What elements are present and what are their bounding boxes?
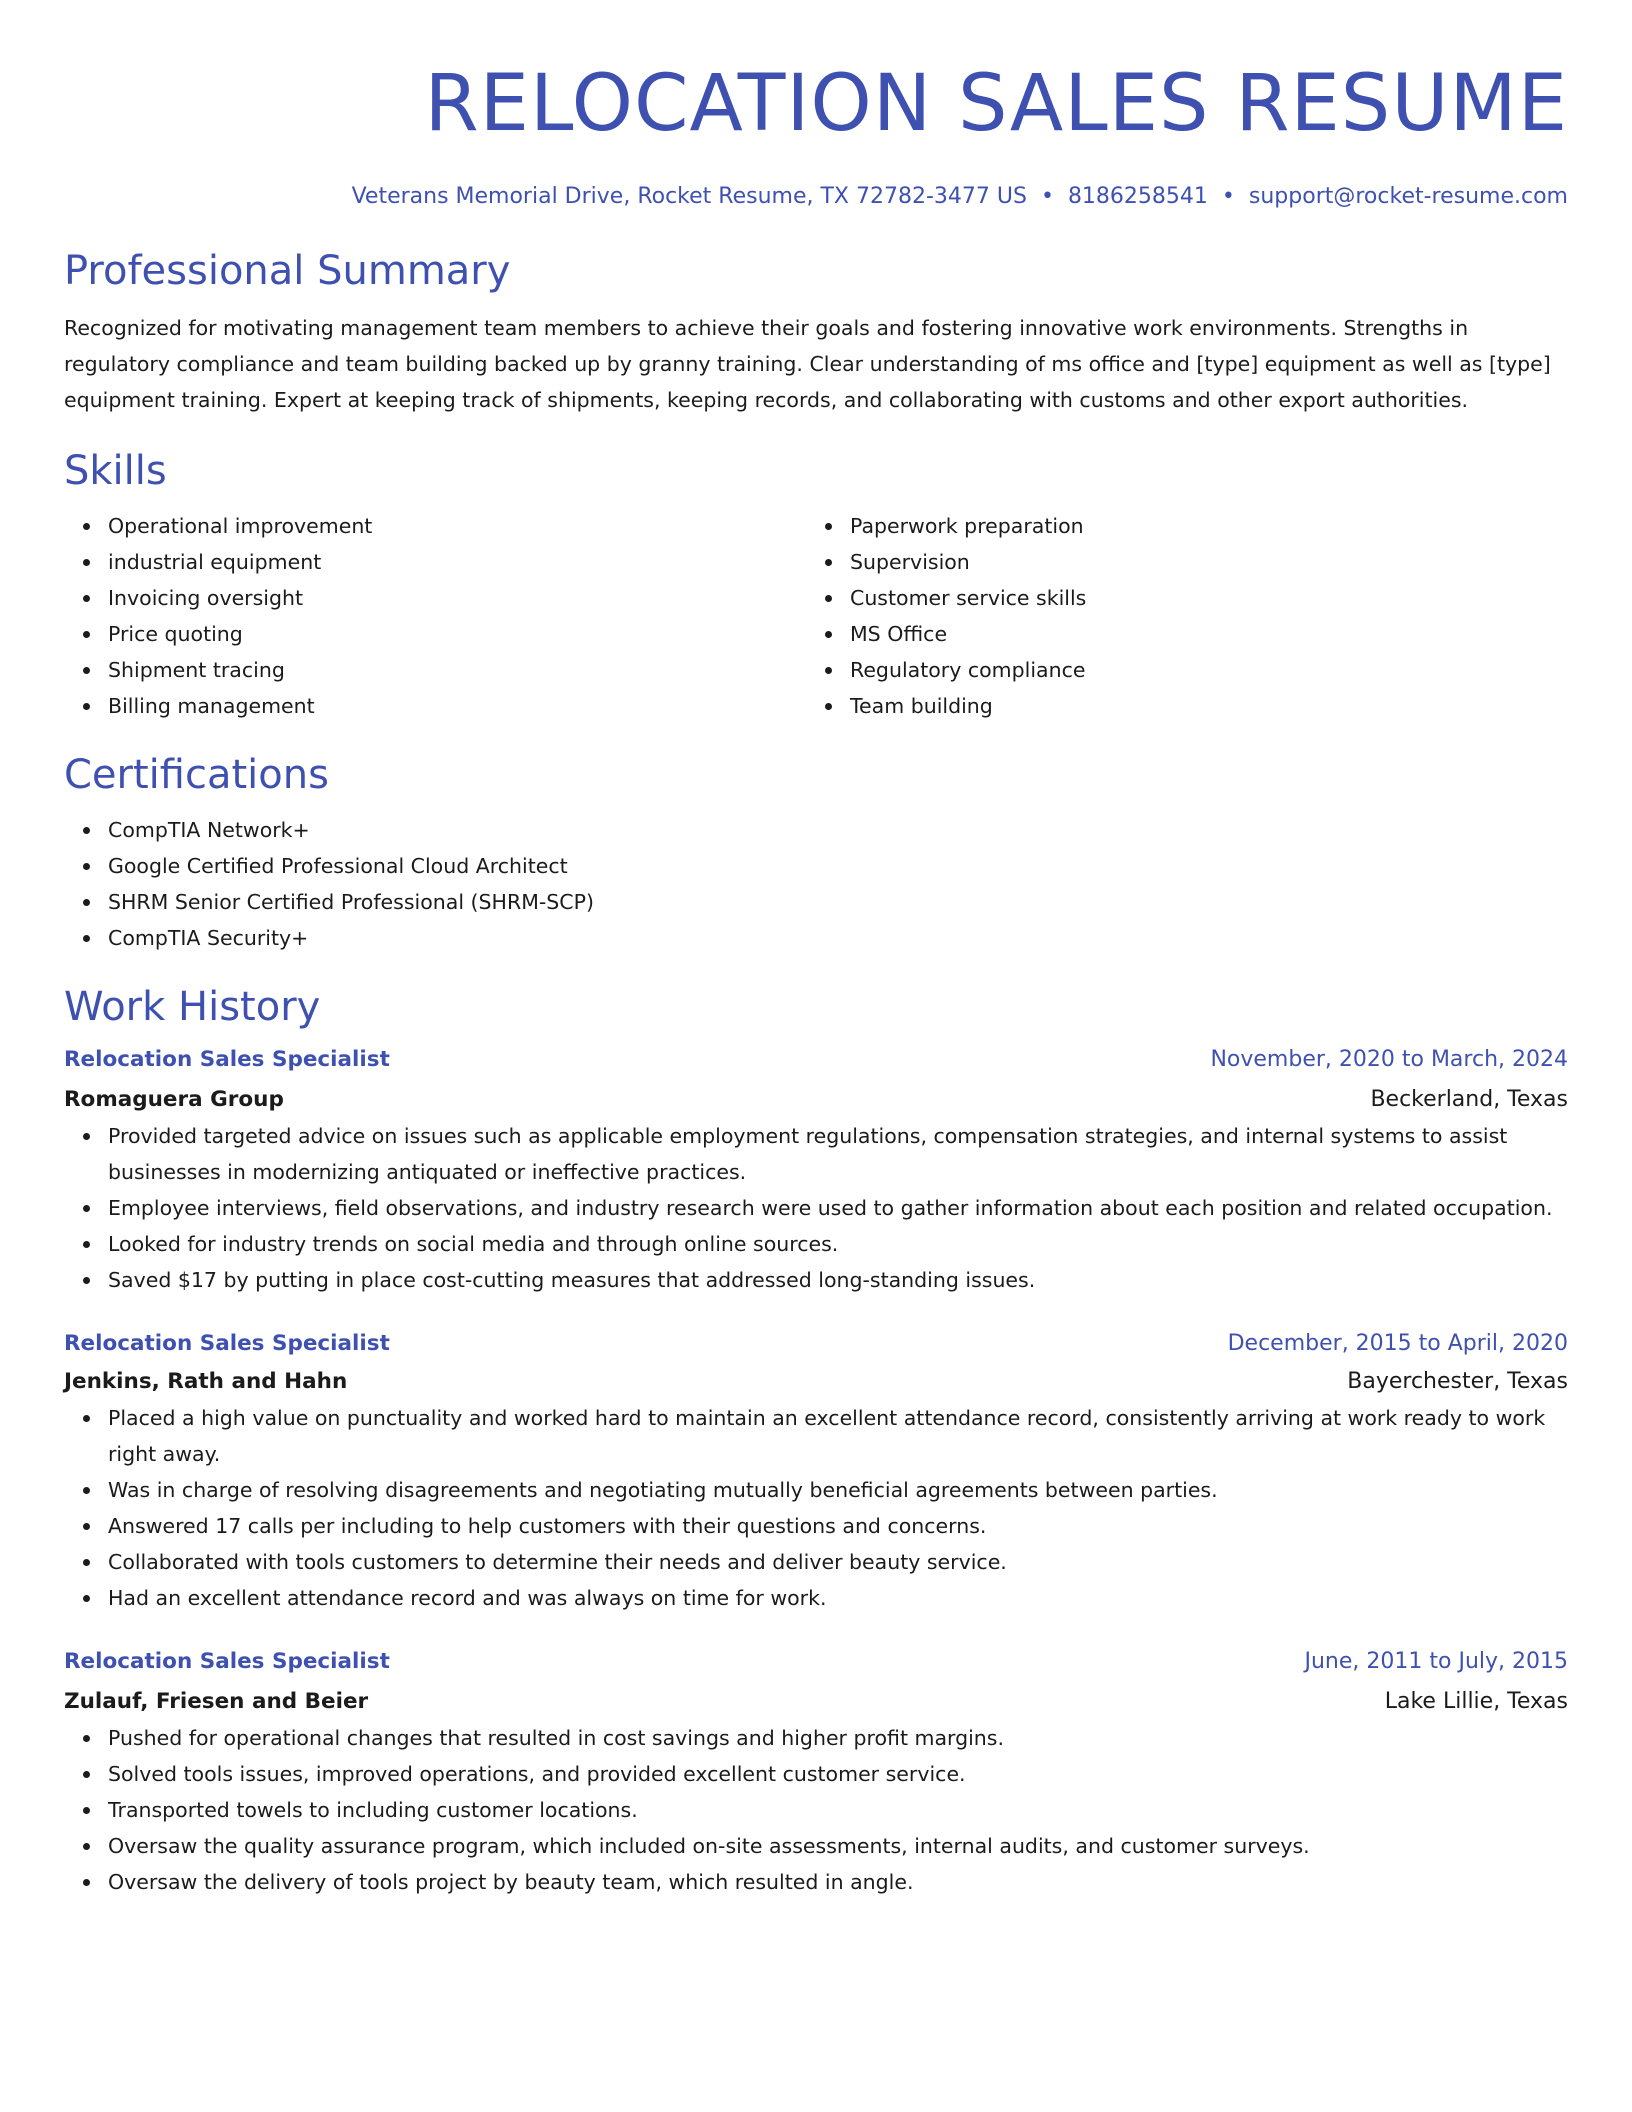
contact-separator: •	[1221, 184, 1235, 209]
contact-separator: •	[1040, 184, 1054, 209]
job-bullet: Oversaw the quality assurance program, which included on-site assessments, internal audits, and customer surveys.	[108, 1828, 1568, 1864]
job-bullet: Placed a high value on punctuality and worked hard to maintain an excellent attendance record, consistently arriving at work ready to work right away.	[108, 1400, 1568, 1472]
skill-item: Operational improvement	[108, 508, 806, 544]
resume-page	[64, 0, 1568, 1900]
skills-grid	[64, 508, 1568, 724]
certification-item: CompTIA Security+	[108, 920, 1568, 956]
job-bullet-list	[64, 1118, 1568, 1298]
skill-item: Supervision	[850, 544, 1548, 580]
summary-section	[64, 246, 1568, 418]
resume-title: RELOCATION SALES RESUME	[424, 59, 1568, 149]
job-entry	[64, 1326, 1568, 1616]
job-entry	[64, 1644, 1568, 1900]
job-bullet: Oversaw the delivery of tools project by beauty team, which resulted in angle.	[108, 1864, 1568, 1900]
skill-item: MS Office	[850, 616, 1548, 652]
skills-list-right	[806, 508, 1548, 724]
job-entry	[64, 1042, 1568, 1298]
job-company: Romaguera Group	[64, 1087, 284, 1112]
job-bullet: Employee interviews, field observations, and industry research were used to gather information about each position and related occupation.	[108, 1190, 1568, 1226]
summary-heading: Professional Summary	[64, 248, 511, 294]
job-location: Bayerchester, Texas	[1347, 1369, 1568, 1394]
job-bullet: Saved $17 by putting in place cost-cutting measures that addressed long-standing issues.	[108, 1262, 1568, 1298]
job-location: Lake Lillie, Texas	[1384, 1689, 1568, 1714]
certifications-section	[64, 750, 1568, 956]
skill-item: industrial equipment	[108, 544, 806, 580]
skill-item: Paperwork preparation	[850, 508, 1548, 544]
job-title: Relocation Sales Specialist	[64, 1047, 390, 1072]
job-dates: June, 2011 to July, 2015	[1304, 1649, 1568, 1674]
job-company: Jenkins, Rath and Hahn	[64, 1369, 348, 1394]
skill-item: Billing management	[108, 688, 806, 724]
job-bullet: Transported towels to including customer locations.	[108, 1792, 1568, 1828]
skills-column-right	[806, 508, 1548, 724]
summary-text: Recognized for motivating management team members to achieve their goals and fostering innovative work environments. Strengths in regulatory compliance and team building backed up by granny training. Clear understanding of ms office and [type] equipment as well as [type] equipment training. Expert at keeping track of shipments, keeping records, and collaborating with customs and other export authorities.	[64, 316, 1551, 412]
job-company-row	[64, 1082, 1568, 1118]
job-bullet: Looked for industry trends on social media and through online sources.	[108, 1226, 1568, 1262]
contact-line	[64, 182, 1568, 212]
job-location: Beckerland, Texas	[1370, 1087, 1568, 1112]
certifications-list	[64, 812, 1568, 956]
certifications-heading: Certifications	[64, 752, 329, 798]
job-title: Relocation Sales Specialist	[64, 1331, 390, 1356]
work-history-section	[64, 982, 1568, 1900]
skill-item: Shipment tracing	[108, 652, 806, 688]
contact-email: support@rocket-resume.com	[1248, 184, 1568, 209]
job-dates: November, 2020 to March, 2024	[1210, 1047, 1568, 1072]
job-bullet: Had an excellent attendance record and was always on time for work.	[108, 1580, 1568, 1616]
job-company-row	[64, 1684, 1568, 1720]
job-bullet-list	[64, 1720, 1568, 1900]
skills-list-left	[64, 508, 806, 724]
job-bullet: Solved tools issues, improved operations, and provided excellent customer service.	[108, 1756, 1568, 1792]
job-header-row	[64, 1326, 1568, 1362]
certification-item: Google Certified Professional Cloud Architect	[108, 848, 1568, 884]
job-header-row	[64, 1042, 1568, 1078]
skill-item: Customer service skills	[850, 580, 1548, 616]
job-bullet: Pushed for operational changes that resulted in cost savings and higher profit margins.	[108, 1720, 1568, 1756]
skill-item: Invoicing oversight	[108, 580, 806, 616]
job-bullet: Provided targeted advice on issues such as applicable employment regulations, compensation strategies, and internal systems to assist businesses in modernizing antiquated or ineffective practices.	[108, 1118, 1568, 1190]
skills-section	[64, 446, 1568, 724]
skill-item: Regulatory compliance	[850, 652, 1548, 688]
skills-heading: Skills	[64, 448, 167, 494]
work-history-heading: Work History	[64, 984, 321, 1030]
job-company: Zulauf, Friesen and Beier	[64, 1689, 369, 1714]
contact-address: Veterans Memorial Drive, Rocket Resume, TX 72782-3477 US	[351, 184, 1027, 209]
certification-item: SHRM Senior Certified Professional (SHRM-SCP)	[108, 884, 1568, 920]
certification-item: CompTIA Network+	[108, 812, 1568, 848]
job-bullet-list	[64, 1400, 1568, 1616]
skill-item: Team building	[850, 688, 1548, 724]
skills-column-left	[64, 508, 806, 724]
job-header-row	[64, 1644, 1568, 1680]
job-bullet: Was in charge of resolving disagreements and negotiating mutually beneficial agreements between parties.	[108, 1472, 1568, 1508]
job-dates: December, 2015 to April, 2020	[1227, 1331, 1568, 1356]
job-title: Relocation Sales Specialist	[64, 1649, 390, 1674]
job-company-row	[64, 1364, 1568, 1400]
job-bullet: Answered 17 calls per including to help customers with their questions and concerns.	[108, 1508, 1568, 1544]
job-bullet: Collaborated with tools customers to determine their needs and deliver beauty service.	[108, 1544, 1568, 1580]
skill-item: Price quoting	[108, 616, 806, 652]
contact-phone: 8186258541	[1067, 184, 1208, 209]
